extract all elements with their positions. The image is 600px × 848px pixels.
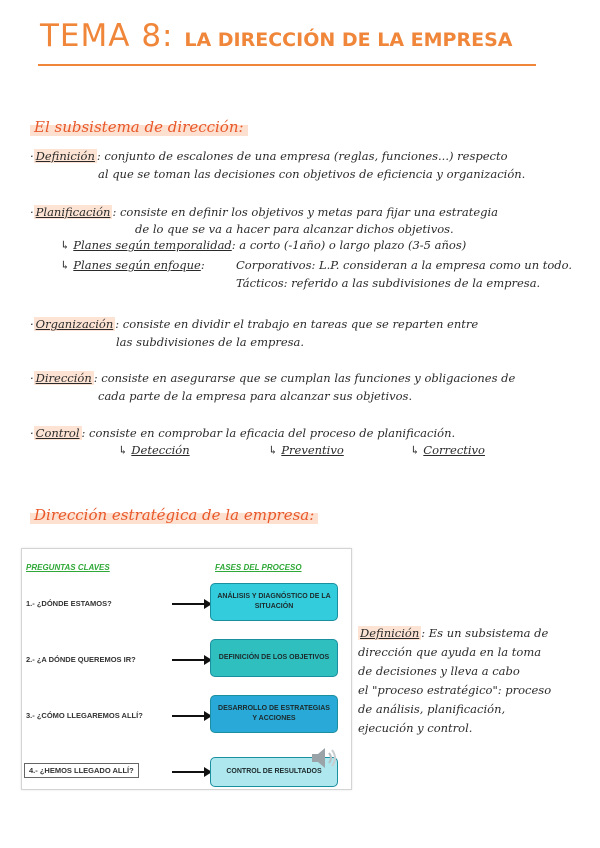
title-underline — [38, 64, 536, 66]
control-label: Control — [35, 426, 80, 440]
organizacion-line1: · Organización : consiste en dividir el trabajo en tareas que se reparten entre — [30, 317, 479, 331]
planes-enfoque: ↳ Planes según enfoque: — [60, 258, 205, 272]
diagram-header-phases: FASES DEL PROCESO — [215, 563, 302, 572]
definicion-line1: · Definición : conjunto de escalones de una empresa (reglas, funciones...) respecto — [30, 149, 508, 163]
arrow-right-icon — [172, 603, 208, 605]
control-text: : consiste en comprobar la eficacia del proceso de planificación. — [81, 426, 456, 440]
section-heading-estrategica: Dirección estratégica de la empresa: — [30, 506, 318, 524]
planes-temporalidad: ↳ Planes según temporalidad: a corto (-1año) o largo plazo (3-5 años) — [60, 238, 467, 252]
control-type-preventivo-label: Preventivo — [281, 443, 344, 457]
direccion-text: : consiste en asegurarse que se cumplan las funciones y obligaciones de — [93, 371, 516, 385]
speaker-icon[interactable] — [310, 745, 340, 771]
question-4: 4.- ¿HEMOS LLEGADO ALLÍ? — [24, 763, 139, 778]
page-title — [40, 18, 512, 54]
planes-enfoque-label: Planes según enfoque — [73, 258, 201, 272]
side-note-line1 — [358, 624, 551, 643]
side-note-label: Definición — [360, 626, 420, 640]
direccion-label: Dirección — [35, 371, 92, 385]
question-3: 3.- ¿CÓMO LLEGAREMOS ALLÍ? — [26, 711, 143, 720]
side-note-text-3: el "proceso estratégico": proceso — [358, 683, 552, 697]
planes-temporalidad-text: : a corto (-1año) o largo plazo (3-5 años) — [231, 238, 467, 252]
strategic-process-diagram — [21, 548, 352, 790]
diagram-header-questions: PREGUNTAS CLAVES — [26, 563, 110, 572]
control-type-deteccion: ↳ Detección — [118, 443, 190, 457]
planificacion-line2: de lo que se va a hacer para alcanzar dichos objetivos. — [135, 222, 454, 236]
definicion-text: : conjunto de escalones de una empresa (reglas, funciones...) respecto — [96, 149, 508, 163]
control-line1: · Control : consiste en comprobar la eficacia del proceso de planificación. — [30, 426, 456, 440]
phase-box-analisis: ANÁLISIS Y DIAGNÓSTICO DE LA SITUACIÓN — [210, 583, 338, 621]
question-2: 2.- ¿A DÓNDE QUEREMOS IR? — [26, 655, 136, 664]
section-heading-subsistema: El subsistema de dirección: — [30, 118, 248, 136]
control-type-preventivo: ↳ Preventivo — [268, 443, 344, 457]
arrow-right-icon — [172, 715, 208, 717]
planes-temporalidad-label: Planes según temporalidad — [73, 238, 232, 252]
title-sub: LA DIRECCIÓN DE LA EMPRESA — [184, 29, 513, 51]
side-note — [358, 624, 551, 738]
title-main: TEMA 8: — [40, 18, 174, 54]
planes-corporativos: Corporativos: L.P. consideran a la empresa como un todo. — [236, 258, 573, 272]
side-note-text-2: de decisiones y lleva a cabo — [358, 664, 520, 678]
organizacion-label: Organización — [35, 317, 114, 331]
phase-box-estrategias: DESARROLLO DE ESTRATEGIAS Y ACCIONES — [210, 695, 338, 733]
control-type-correctivo: ↳ Correctivo — [410, 443, 485, 457]
organizacion-line2: las subdivisiones de la empresa. — [116, 335, 305, 349]
side-note-text-5: ejecución y control. — [358, 721, 473, 735]
arrow-right-icon — [172, 659, 208, 661]
planes-tacticos: Tácticos: referido a las subdivisiones de la empresa. — [236, 276, 541, 290]
direccion-line1: · Dirección : consiste en asegurarse que se cumplan las funciones y obligaciones de — [30, 371, 516, 385]
direccion-line2: cada parte de la empresa para alcanzar sus objetivos. — [98, 389, 413, 403]
planificacion-text: : consiste en definir los objetivos y metas para fijar una estrategia — [112, 205, 499, 219]
arrow-right-icon — [172, 771, 208, 773]
planificacion-label: Planificación — [35, 205, 111, 219]
side-note-text-0: : Es un subsistema de — [421, 626, 549, 640]
definicion-label: Definición — [35, 149, 95, 163]
phase-box-control: CONTROL DE RESULTADOS — [210, 757, 338, 787]
definicion-line2: al que se toman las decisiones con objetivos de eficiencia y organización. — [98, 167, 526, 181]
question-1: 1.- ¿DÓNDE ESTAMOS? — [26, 599, 112, 608]
planificacion-line1: · Planificación : consiste en definir los objetivos y metas para fijar una estrategia — [30, 205, 499, 219]
phase-box-objetivos: DEFINICIÓN DE LOS OBJETIVOS — [210, 639, 338, 677]
organizacion-text: : consiste en dividir el trabajo en tareas que se reparten entre — [115, 317, 479, 331]
side-note-text-4: de análisis, planificación, — [358, 702, 506, 716]
control-type-deteccion-label: Detección — [131, 443, 190, 457]
control-type-correctivo-label: Correctivo — [423, 443, 485, 457]
side-note-text-1: dirección que ayuda en la toma — [358, 645, 542, 659]
